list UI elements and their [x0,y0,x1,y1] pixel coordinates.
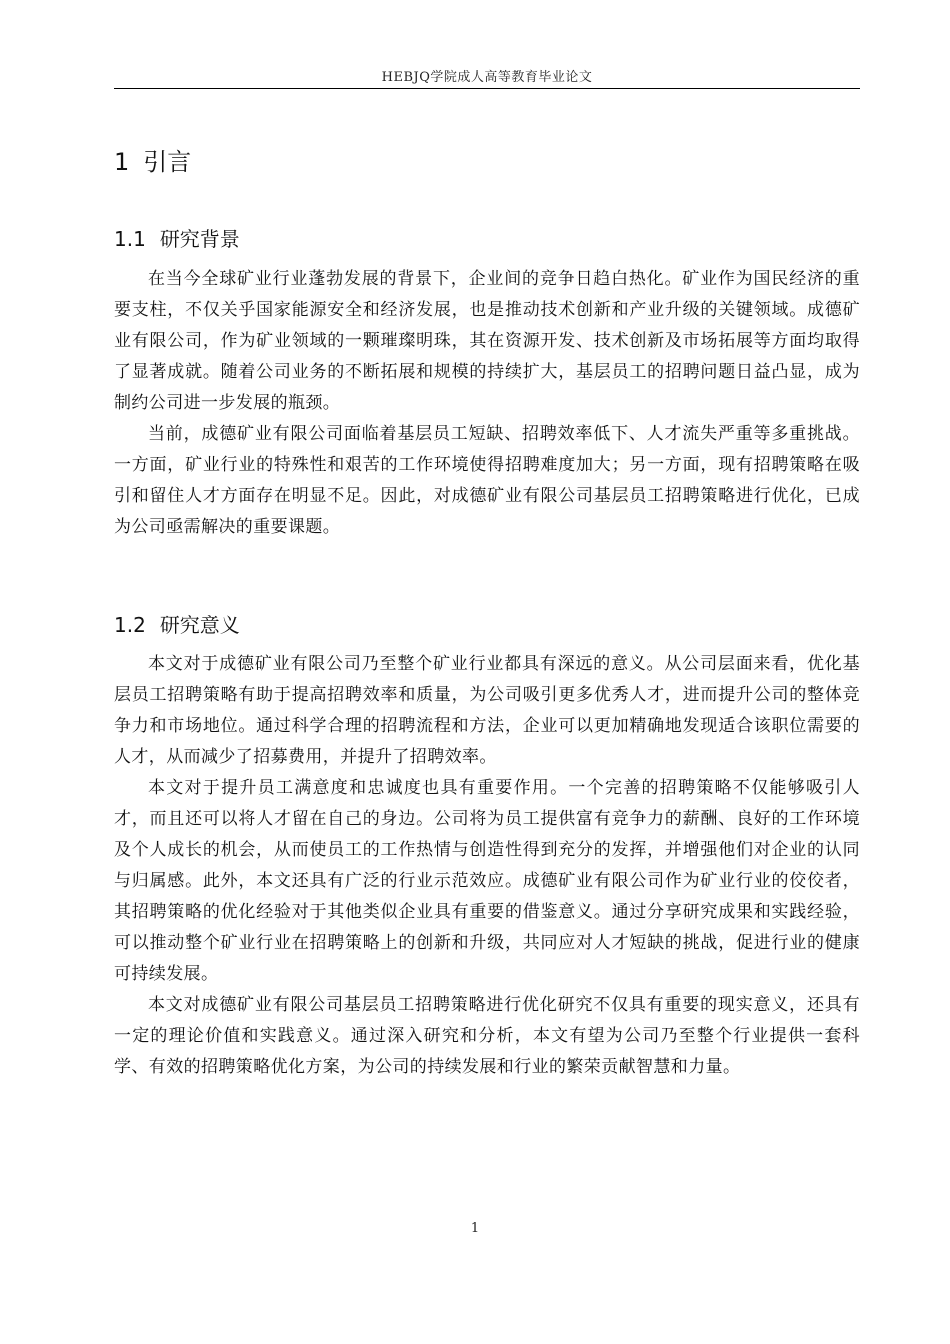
paragraph: 在当今全球矿业行业蓬勃发展的背景下，企业间的竞争日趋白热化。矿业作为国民经济的重要支柱，不仅关乎国家能源安全和经济发展，也是推动技术创新和产业升级的关键领域。成德矿业有限公司，作为矿业领域的一颗璀璨明珠，其在资源开发、技术创新及市场拓展等方面均取得了显著成就。随着公司业务的不断拓展和规模的持续扩大，基层员工的招聘问题日益凸显，成为制约公司进一步发展的瓶颈。 [114,269,860,413]
header-rule [114,88,860,89]
section-body-background [114,264,860,543]
section-number: 1.2 [114,613,146,637]
paragraph: 本文对于提升员工满意度和忠诚度也具有重要作用。一个完善的招聘策略不仅能够吸引人才，而且还可以将人才留在自己的身边。公司将为员工提供富有竞争力的薪酬、良好的工作环境及个人成长的机会，从而使员工的工作热情与创造性得到充分的发挥，并增强他们对企业的认同与归属感。此外，本文还具有广泛的行业示范效应。成德矿业有限公司作为矿业行业的佼佼者，其招聘策略的优化经验对于其他类似企业具有重要的借鉴意义。通过分享研究成果和实践经验，可以推动整个矿业行业在招聘策略上的创新和升级，共同应对人才短缺的挑战，促进行业的健康可持续发展。 [114,778,860,984]
page-number: 1 [470,1221,480,1236]
section-title-text: 研究意义 [159,613,240,637]
section-number: 1.1 [114,227,146,251]
chapter-title [114,145,191,179]
chapter-title-text: 引言 [143,148,192,176]
paragraph: 本文对成德矿业有限公司基层员工招聘策略进行优化研究不仅具有重要的现实意义，还具有一定的理论价值和实践意义。通过深入研究和分析，本文有望为公司乃至整个行业提供一套科学、有效的招聘策略优化方案，为公司的持续发展和行业的繁荣贡献智慧和力量。 [114,995,860,1077]
paragraph: 当前，成德矿业有限公司面临着基层员工短缺、招聘效率低下、人才流失严重等多重挑战。一方面，矿业行业的特殊性和艰苦的工作环境使得招聘难度加大；另一方面，现有招聘策略在吸引和留住人才方面存在明显不足。因此，对成德矿业有限公司基层员工招聘策略进行优化，已成为公司亟需解决的重要课题。 [114,424,860,537]
section-body-significance [114,649,860,1083]
section-title-text: 研究背景 [159,227,240,251]
section-title-significance [114,610,240,640]
paragraph: 本文对于成德矿业有限公司乃至整个矿业行业都具有深远的意义。从公司层面来看，优化基层员工招聘策略有助于提高招聘效率和质量，为公司吸引更多优秀人才，进而提升公司的整体竞争力和市场地位。通过科学合理的招聘流程和方法，企业可以更加精确地发现适合该职位需要的人才，从而减少了招募费用，并提升了招聘效率。 [114,654,860,767]
running-header: HEBJQ学院成人高等教育毕业论文 [381,70,593,85]
chapter-number: 1 [114,148,130,176]
section-title-background [114,224,240,254]
